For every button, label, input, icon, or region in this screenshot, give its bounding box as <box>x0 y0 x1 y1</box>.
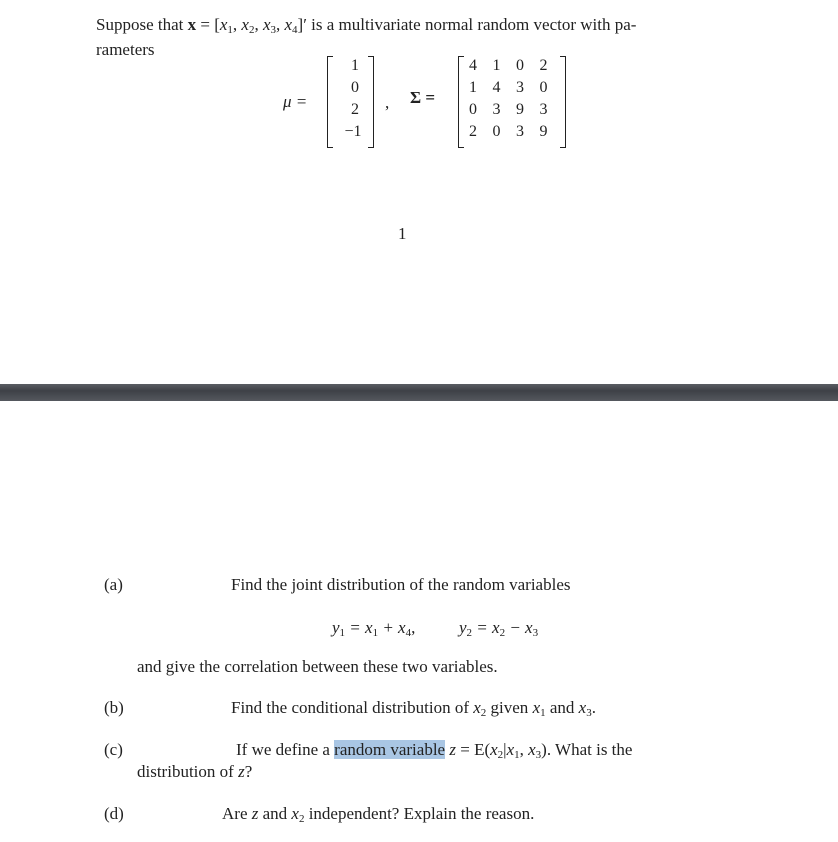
sigma-cell: 0 <box>469 101 477 118</box>
var-x1: x <box>532 698 541 717</box>
y1-rhs2: + x <box>378 618 406 637</box>
c-text3: ). What is the <box>541 740 633 759</box>
mu-value: −1 <box>344 123 362 140</box>
intro-eq: = [ <box>196 15 220 34</box>
sub-2: 2 <box>248 24 255 36</box>
var-x3: x <box>578 698 587 717</box>
question-c-line1: If we define a random variable $z = E(x_2|x_1$, $x_3$). What is the <box>236 740 633 761</box>
sigma-cell: 2 <box>539 57 548 74</box>
sigma-cell: 0 <box>539 79 548 96</box>
var-x2: x <box>490 740 498 759</box>
intro-text: Suppose that <box>96 15 188 34</box>
sigma-cell: 9 <box>516 101 524 118</box>
var-x3: x <box>528 740 536 759</box>
question-a-followup: and give the correlation between these two variables. <box>137 657 498 676</box>
sub-1: 1 <box>540 707 546 719</box>
sigma-cell: 9 <box>539 123 548 140</box>
c-eq: = <box>455 740 475 759</box>
equation-y2 <box>459 618 538 639</box>
sigma-cell: 3 <box>516 123 524 140</box>
page-number: 1 <box>398 224 407 243</box>
label-a: (a) <box>104 575 123 594</box>
mu-left-bracket <box>327 56 333 148</box>
var-z: z <box>238 762 245 781</box>
d-text1: Are <box>222 804 252 823</box>
sub-2: 2 <box>499 627 506 639</box>
y2-rhs: = x <box>472 618 500 637</box>
y2-var: y <box>459 618 467 637</box>
y1-sub: 1 <box>339 627 346 639</box>
label-b: (b) <box>104 698 124 717</box>
comma: , <box>385 93 390 112</box>
page-divider <box>0 384 838 401</box>
sigma-cell: 1 <box>469 79 477 96</box>
mu-value: 1 <box>351 57 359 74</box>
c-text1: If we define a <box>236 740 335 759</box>
sub-3: 3 <box>535 749 542 761</box>
sub-4: 4 <box>405 627 412 639</box>
intro-line-1: Suppose that $x = [x_1$, $x_2$, $x_3$, $x_4]'$ is a multivariate normal random vector with pa- <box>96 15 637 36</box>
label-c: (c) <box>104 740 123 759</box>
var-z: z <box>449 740 456 759</box>
mu-value: 0 <box>351 79 359 96</box>
y2-sub: 2 <box>466 627 473 639</box>
vector-x: x <box>187 15 197 34</box>
c-line2: distribution of <box>137 762 239 781</box>
var-z: z <box>251 804 259 823</box>
b-given: given <box>486 698 533 717</box>
d-text3: independent? Explain the reason. <box>304 804 535 823</box>
sigma-cell: 3 <box>492 101 501 118</box>
b-and: and <box>545 698 579 717</box>
var-x2: x <box>291 804 299 823</box>
mu-value: 2 <box>351 101 359 118</box>
mu-right-bracket <box>368 56 374 148</box>
sub-1: 1 <box>514 749 520 761</box>
c-q: ? <box>244 762 253 781</box>
equation-y1: $y_1 = x_1 + x_4$, <box>332 618 416 639</box>
label-d: (d) <box>104 804 124 823</box>
c-expect: E( <box>474 740 491 759</box>
var-x2: x <box>241 15 249 34</box>
y1-var: y <box>332 618 340 637</box>
var-x1: x <box>219 15 228 34</box>
d-text2: and <box>258 804 292 823</box>
sigma-cell: 2 <box>469 123 477 140</box>
sigma-cell: 3 <box>516 79 524 96</box>
sigma-cell: 0 <box>516 57 524 74</box>
sub-3: 3 <box>586 707 592 719</box>
var-x2: x <box>473 698 481 717</box>
question-a-text: Find the joint distribution of the random variables <box>231 575 571 594</box>
sigma-cell: 1 <box>492 57 501 74</box>
sigma-cell: 0 <box>492 123 501 140</box>
sub-1: 1 <box>227 24 233 36</box>
y2-rhs2: − x <box>505 618 533 637</box>
b-text: Find the conditional distribution of <box>231 698 474 717</box>
sigma-cell: 3 <box>539 101 548 118</box>
sigma-cell: 4 <box>492 79 501 96</box>
sub-3: 3 <box>270 24 276 36</box>
sub-4: 4 <box>292 24 298 36</box>
question-d-text <box>222 804 534 825</box>
highlighted-text[interactable]: random variable <box>334 740 446 759</box>
intro-close: ]′ is a multivariate normal random vector with pa- <box>297 15 637 34</box>
question-c-line2 <box>137 762 252 782</box>
var-x3: x <box>262 15 271 34</box>
sub-2: 2 <box>497 749 504 761</box>
sub-2: 2 <box>298 813 305 825</box>
question-b-text: Find the conditional distribution of $x_2$ given $x_1$ and $x_3$. <box>231 698 596 719</box>
y1-rhs: = x <box>345 618 373 637</box>
var-x4: x <box>284 15 293 34</box>
sigma-cell: 4 <box>469 57 477 74</box>
sigma-right-bracket <box>560 56 566 148</box>
sub-2: 2 <box>480 707 487 719</box>
var-x1: x <box>506 740 515 759</box>
intro-line-2: rameters <box>96 40 155 59</box>
sub-3: 3 <box>532 627 539 639</box>
sub-1: 1 <box>372 627 379 639</box>
mu-label: μ = <box>283 92 308 111</box>
sigma-label: Σ = <box>410 88 436 107</box>
